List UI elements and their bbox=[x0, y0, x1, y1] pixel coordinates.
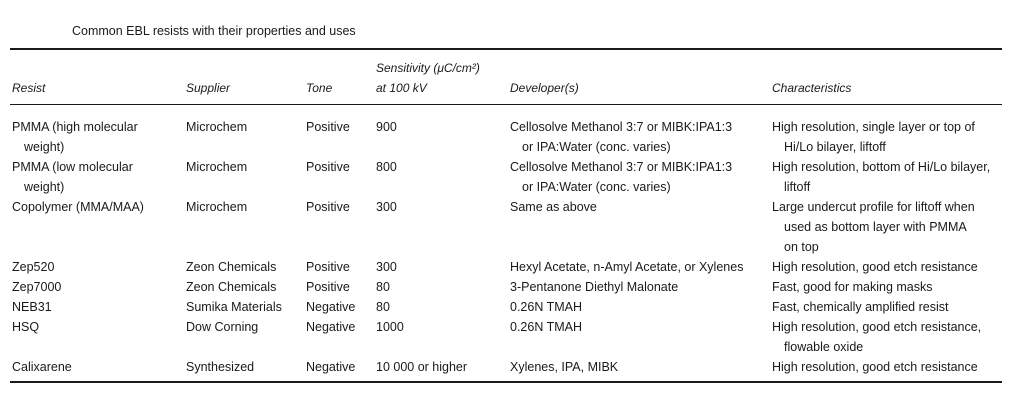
cell-sensitivity: 10 000 or higher bbox=[376, 360, 468, 374]
cell-supplier: Microchem bbox=[186, 120, 248, 134]
cell-sensitivity: 1000 bbox=[376, 320, 404, 334]
header-characteristics: Characteristics bbox=[772, 81, 852, 95]
cell-developer: 3-Pentanone Diethyl Malonate bbox=[510, 280, 679, 294]
cell-characteristics: High resolution, good etch resistance, bbox=[772, 320, 982, 334]
table-caption: Common EBL resists with their properties and uses bbox=[72, 24, 356, 38]
cell-developer: Cellosolve Methanol 3:7 or MIBK:IPA1:3 bbox=[510, 120, 733, 134]
header-tone: Tone bbox=[306, 81, 333, 95]
cell-resist: HSQ bbox=[12, 320, 40, 334]
cell-developer: Same as above bbox=[510, 200, 597, 214]
cell-resist: PMMA (low molecular bbox=[12, 160, 133, 174]
cell-supplier: Microchem bbox=[186, 200, 248, 214]
cell-characteristics: High resolution, good etch resistance bbox=[772, 360, 978, 374]
cell-characteristics: Hi/Lo bilayer, liftoff bbox=[784, 140, 886, 154]
cell-resist: PMMA (high molecular bbox=[12, 120, 138, 134]
cell-resist: Copolymer (MMA/MAA) bbox=[12, 200, 144, 214]
header-supplier: Supplier bbox=[186, 81, 231, 95]
cell-tone: Positive bbox=[306, 280, 350, 294]
cell-characteristics: High resolution, good etch resistance bbox=[772, 260, 978, 274]
cell-characteristics: used as bottom layer with PMMA bbox=[784, 220, 967, 234]
cell-developer: Cellosolve Methanol 3:7 or MIBK:IPA1:3 bbox=[510, 160, 733, 174]
cell-developer: Xylenes, IPA, MIBK bbox=[510, 360, 619, 374]
cell-supplier: Zeon Chemicals bbox=[186, 280, 277, 294]
cell-sensitivity: 300 bbox=[376, 200, 397, 214]
cell-supplier: Zeon Chemicals bbox=[186, 260, 277, 274]
cell-characteristics: flowable oxide bbox=[784, 340, 864, 354]
cell-resist: weight) bbox=[24, 140, 65, 154]
cell-developer: 0.26N TMAH bbox=[510, 300, 583, 314]
cell-developer: 0.26N TMAH bbox=[510, 320, 583, 334]
table-bottom-rule bbox=[10, 381, 1002, 383]
cell-supplier: Sumika Materials bbox=[186, 300, 282, 314]
cell-tone: Negative bbox=[306, 320, 356, 334]
cell-developer: or IPA:Water (conc. varies) bbox=[522, 180, 671, 194]
cell-characteristics: on top bbox=[784, 240, 819, 254]
cell-sensitivity: 80 bbox=[376, 280, 390, 294]
cell-sensitivity: 300 bbox=[376, 260, 397, 274]
cell-characteristics: Fast, good for making masks bbox=[772, 280, 933, 294]
cell-supplier: Synthesized bbox=[186, 360, 255, 374]
cell-characteristics: High resolution, single layer or top of bbox=[772, 120, 975, 134]
cell-tone: Positive bbox=[306, 120, 350, 134]
cell-tone: Positive bbox=[306, 260, 350, 274]
cell-resist: weight) bbox=[24, 180, 65, 194]
cell-characteristics: liftoff bbox=[784, 180, 811, 194]
header-sensitivity: Sensitivity (μC/cm²) bbox=[376, 61, 480, 75]
cell-sensitivity: 80 bbox=[376, 300, 390, 314]
cell-resist: Zep520 bbox=[12, 260, 55, 274]
cell-supplier: Microchem bbox=[186, 160, 248, 174]
header-developers: Developer(s) bbox=[510, 81, 579, 95]
cell-resist: NEB31 bbox=[12, 300, 52, 314]
cell-tone: Negative bbox=[306, 360, 356, 374]
cell-developer: Hexyl Acetate, n-Amyl Acetate, or Xylenes bbox=[510, 260, 744, 274]
cell-characteristics: Large undercut profile for liftoff when bbox=[772, 200, 975, 214]
cell-sensitivity: 900 bbox=[376, 120, 397, 134]
cell-supplier: Dow Corning bbox=[186, 320, 259, 334]
header-resist: Resist bbox=[12, 81, 46, 95]
cell-characteristics: High resolution, bottom of Hi/Lo bilayer, bbox=[772, 160, 991, 174]
cell-tone: Positive bbox=[306, 160, 350, 174]
cell-sensitivity: 800 bbox=[376, 160, 397, 174]
header-sensitivity-voltage: at 100 kV bbox=[376, 81, 427, 95]
cell-resist: Calixarene bbox=[12, 360, 72, 374]
table-top-rule bbox=[10, 48, 1002, 50]
header-rule bbox=[10, 104, 1002, 105]
cell-tone: Positive bbox=[306, 200, 350, 214]
cell-developer: or IPA:Water (conc. varies) bbox=[522, 140, 671, 154]
cell-tone: Negative bbox=[306, 300, 356, 314]
cell-resist: Zep7000 bbox=[12, 280, 62, 294]
cell-characteristics: Fast, chemically amplified resist bbox=[772, 300, 949, 314]
